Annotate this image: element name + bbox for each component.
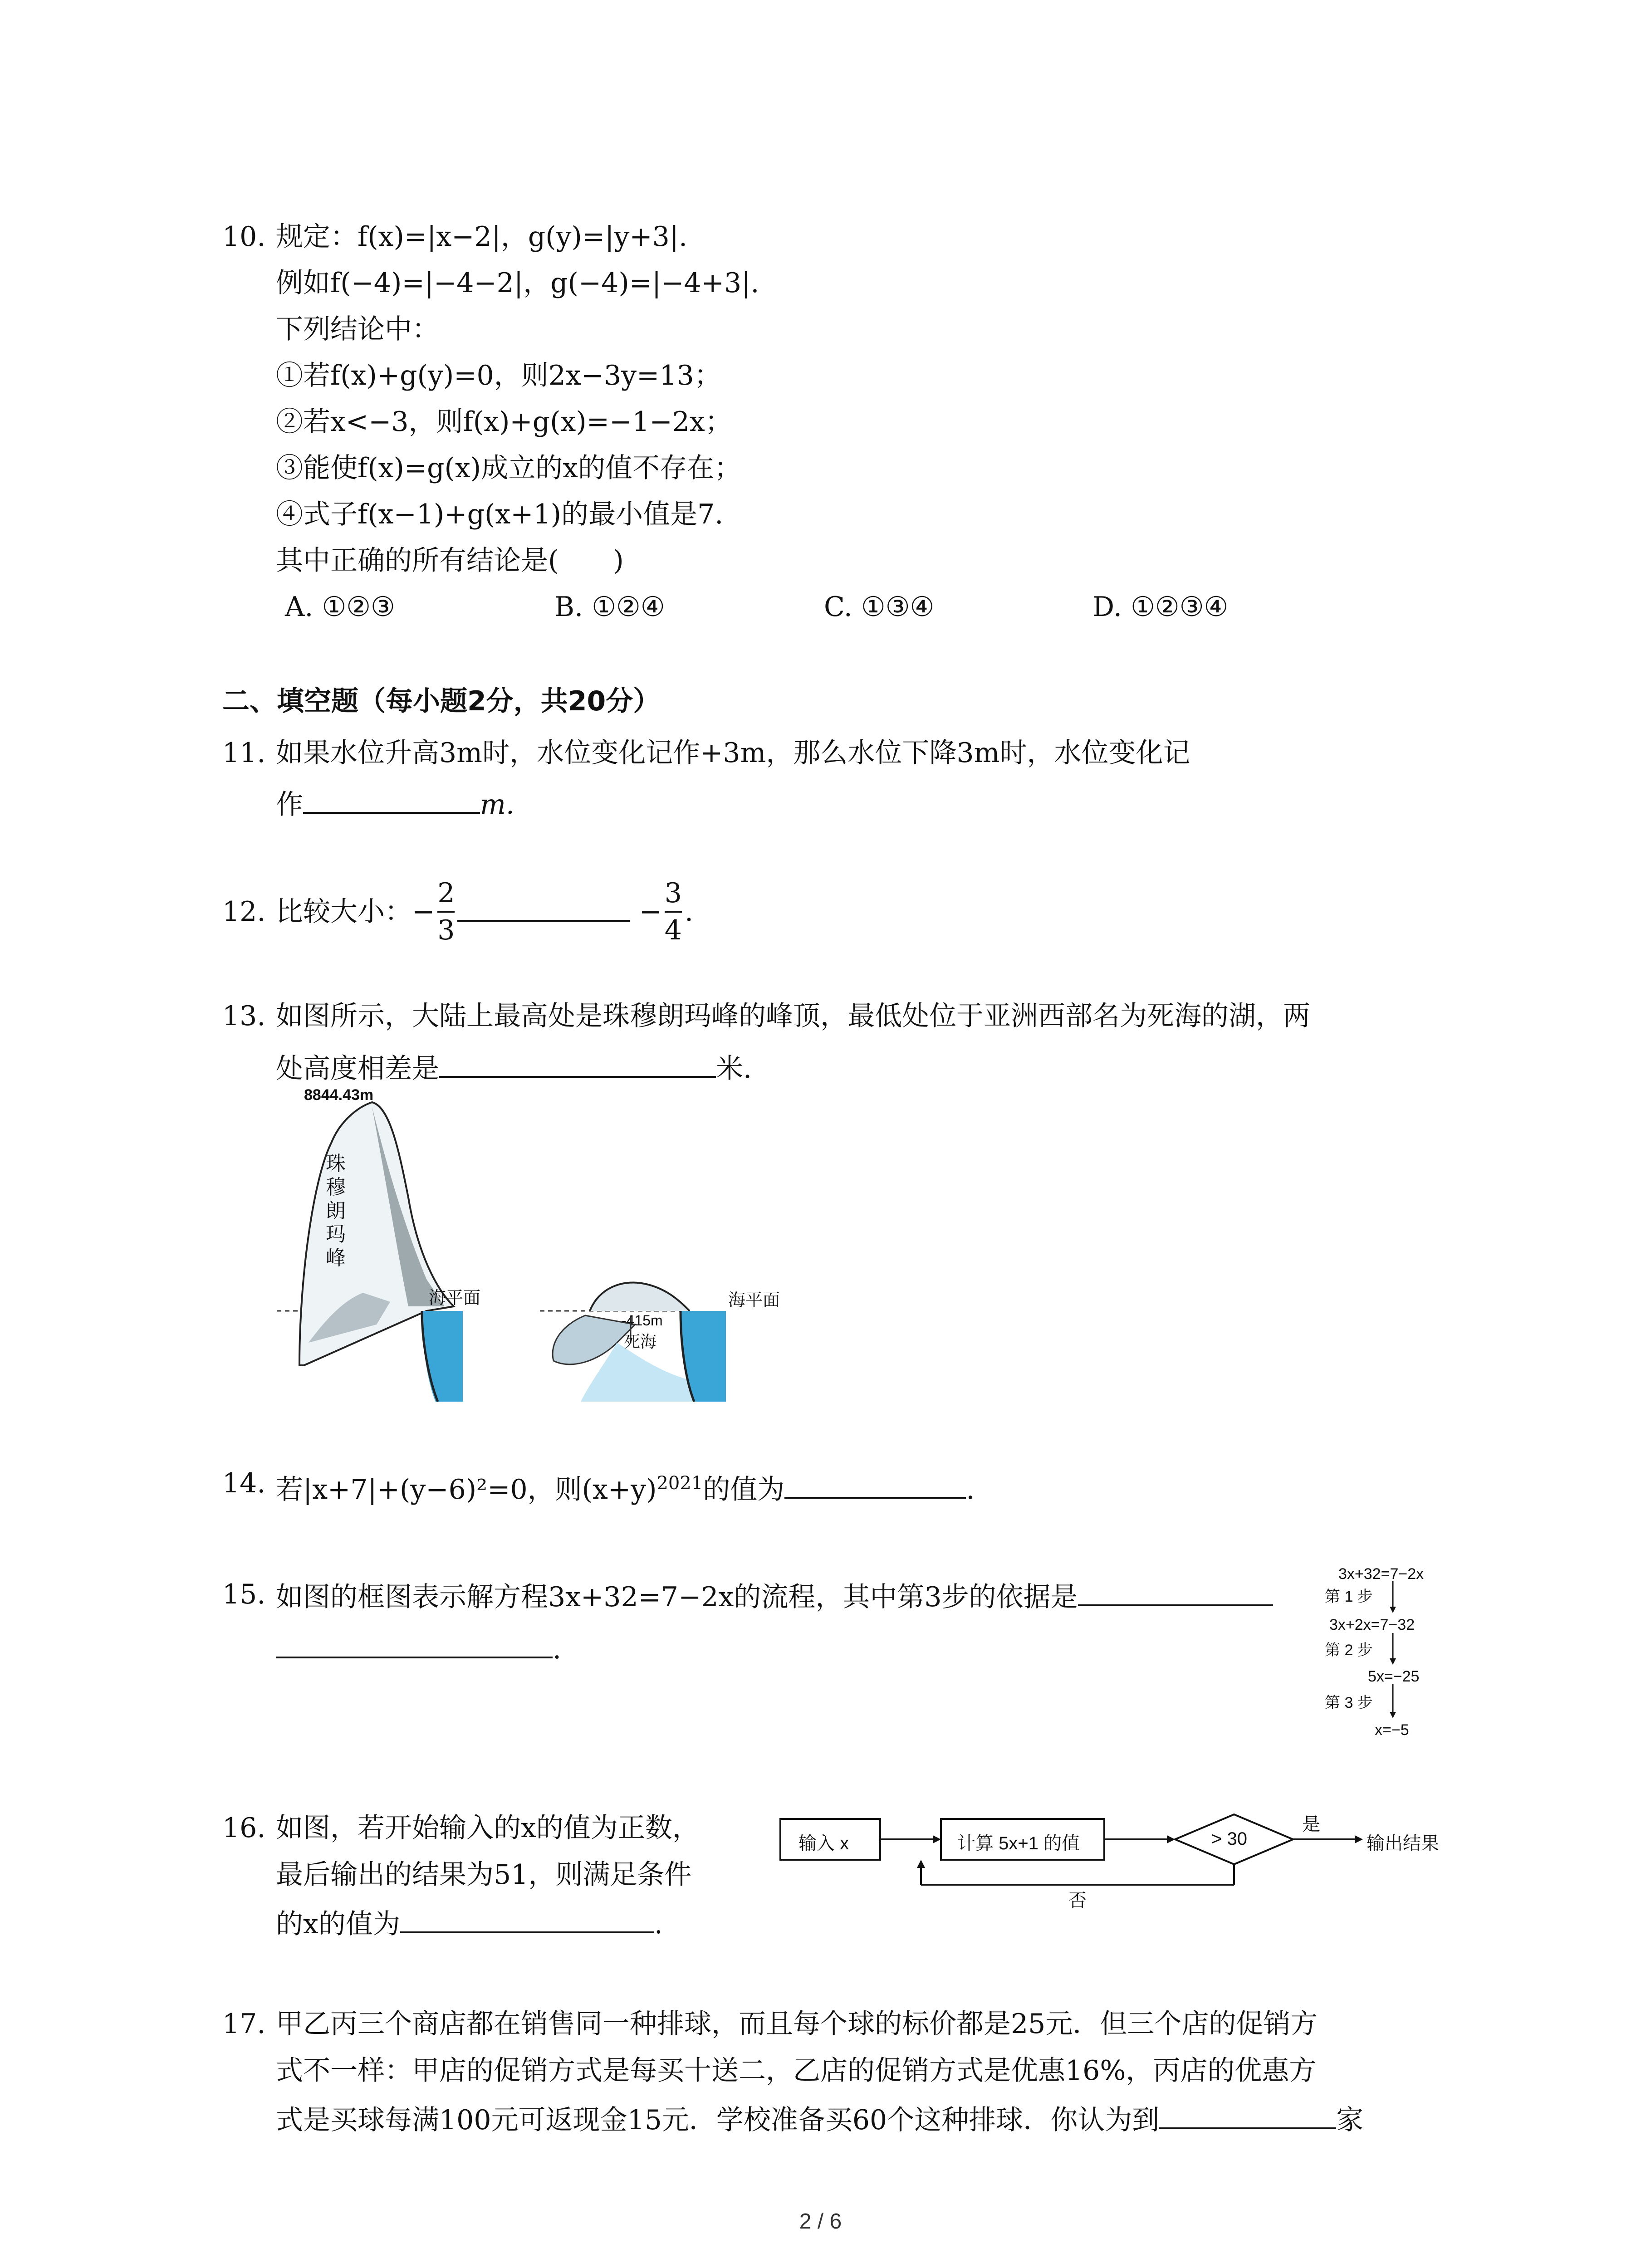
- flowchart-yes-label: 是: [1302, 1814, 1320, 1834]
- q11-answer-blank[interactable]: [303, 784, 480, 814]
- q10-line-5: ②若x<−3，则f(x)+g(x)=−1−2x；: [276, 406, 732, 438]
- q13-text-pre: 处高度相差是: [276, 1053, 439, 1085]
- q12-fraction-1: [437, 875, 455, 948]
- q11-text-pre: 作: [276, 789, 303, 821]
- q10-option-c: C. ①③④: [824, 591, 935, 623]
- q12-answer-blank[interactable]: [457, 902, 630, 922]
- q14-line: [276, 1465, 975, 1508]
- q12-frac2-den: 4: [665, 911, 682, 948]
- flow-step-1: 第 1 步: [1325, 1588, 1373, 1605]
- q10-line-4: ①若f(x)+g(y)=0，则2x−3y=13；: [276, 360, 721, 391]
- q13-line-2: [276, 1048, 752, 1087]
- q12-text-post: .: [684, 896, 694, 928]
- peak-name-char-5: 峰: [326, 1247, 346, 1269]
- q11-line-1: 如果水位升高3m时，水位变化记作+3m，那么水位下降3m时，水位变化记: [276, 737, 1190, 769]
- q10-line-1: 规定：f(x)=|x−2|，g(y)=|y+3|.: [276, 221, 688, 253]
- q11-number: 11.: [222, 737, 266, 769]
- q12-frac1-den: 3: [437, 911, 455, 948]
- flowchart-condition-label: > 30: [1211, 1829, 1247, 1849]
- q14-text-mid: 的值为: [703, 1474, 785, 1505]
- q15-answer-blank-1[interactable]: [1078, 1576, 1273, 1606]
- flowchart-output-label: 输出结果: [1367, 1833, 1439, 1853]
- q12-frac1-num: 2: [437, 877, 455, 909]
- page-number: 2 / 6: [799, 2209, 842, 2234]
- q15-text-post: .: [553, 1633, 562, 1665]
- q16-text-post: .: [654, 1908, 663, 1940]
- q17-text-post: 家: [1336, 2104, 1364, 2136]
- flowchart-compute-label: 计算 5x+1 的值: [957, 1833, 1080, 1853]
- flow-equation-1: 3x+32=7−2x: [1338, 1565, 1424, 1583]
- q16-line-2: 最后输出的结果为51，则满足条件: [276, 1859, 692, 1891]
- q12-line: [276, 875, 693, 948]
- q14-answer-blank[interactable]: [784, 1469, 966, 1499]
- q12-frac2-num: 3: [664, 877, 682, 909]
- q12-number: 12.: [222, 896, 266, 928]
- q16-flowchart: [771, 1810, 1452, 1910]
- q12-text-pre: 比较大小：−: [276, 896, 435, 928]
- q13-line-1: 如图所示，大陆上最高处是珠穆朗玛峰的峰顶，最低处位于亚洲西部名为死海的湖，两: [276, 1000, 1310, 1032]
- q10-line-2: 例如f(−4)=|−4−2|，g(−4)=|−4+3|.: [276, 267, 759, 299]
- flowchart-input-label: 输入 x: [798, 1833, 849, 1853]
- q14-number: 14.: [222, 1467, 266, 1499]
- peak-name-label: [324, 1152, 347, 1270]
- q16-line-3: [276, 1903, 663, 1942]
- q15-flow-figure: [1325, 1565, 1461, 1755]
- q10-line-6: ③能使f(x)=g(x)成立的x的值不存在；: [276, 452, 742, 484]
- q16-answer-blank[interactable]: [400, 1903, 654, 1933]
- q13-answer-blank[interactable]: [439, 1048, 716, 1078]
- q17-number: 17.: [222, 2008, 266, 2040]
- q16-line-1: 如图，若开始输入的x的值为正数，: [276, 1812, 700, 1844]
- sea-level-label-2: 海平面: [728, 1291, 780, 1310]
- q15-line-2: [276, 1628, 561, 1667]
- flow-equation-3: 5x=−25: [1368, 1668, 1420, 1685]
- peak-name-char-4: 玛: [326, 1223, 346, 1246]
- q10-line-8: 其中正确的所有结论是( ): [276, 545, 624, 577]
- q10-line-7: ④式子f(x−1)+g(x+1)的最小值是7.: [276, 499, 724, 530]
- q13-text-post: 米.: [716, 1053, 752, 1085]
- q17-answer-blank[interactable]: [1159, 2099, 1336, 2129]
- dead-sea-name-label: 死海: [624, 1332, 657, 1351]
- q14-text-pre: 若|x+7|+(y−6)²=0，则(x+y): [276, 1474, 657, 1505]
- flowchart-shapes: [771, 1810, 1452, 1910]
- section-heading: 二、填空题（每小题2分，共20分）: [222, 685, 661, 717]
- q16-text-pre: 的x的值为: [276, 1908, 400, 1940]
- q17-line-1: 甲乙丙三个商店都在销售同一种排球，而且每个球的标价都是25元．但三个店的促销方: [276, 2008, 1318, 2040]
- q14-text-post: .: [966, 1474, 975, 1505]
- q17-text-pre: 式是买球每满100元可返现金15元．学校准备买60个这种排球．你认为到: [276, 2104, 1160, 2136]
- q10-option-d: D. ①②③④: [1092, 591, 1229, 623]
- peak-name-char-1: 珠: [326, 1153, 346, 1175]
- q10-line-3: 下列结论中：: [276, 313, 439, 345]
- q12-minus: −: [639, 896, 662, 928]
- q14-exponent: 2021: [656, 1473, 703, 1494]
- q17-line-3: [276, 2099, 1363, 2138]
- flow-step-2: 第 2 步: [1325, 1642, 1373, 1659]
- q10-option-b: B. ①②④: [554, 591, 665, 623]
- q11-line-2: [276, 784, 514, 823]
- flow-equation-4: x=−5: [1375, 1721, 1409, 1739]
- q12-fraction-2: [665, 875, 682, 948]
- q13-figure: [272, 1086, 798, 1415]
- sea-level-label-1: 海平面: [429, 1289, 481, 1308]
- dead-sea-depth-label: -415m: [622, 1312, 663, 1329]
- q10-option-a: A. ①②③: [285, 591, 395, 623]
- peak-name-char-2: 穆: [326, 1176, 346, 1198]
- q16-number: 16.: [222, 1812, 266, 1844]
- q15-number: 15.: [222, 1579, 266, 1610]
- q15-line-1: [276, 1576, 1273, 1615]
- flow-step-3: 第 3 步: [1325, 1694, 1373, 1711]
- q11-text-post: m.: [480, 789, 514, 821]
- peak-height-label: 8844.43m: [304, 1086, 374, 1104]
- q17-line-2: 式不一样：甲店的促销方式是每买十送二，乙店的促销方式是优惠16%，丙店的优惠方: [276, 2055, 1317, 2087]
- q15-text-1: 如图的框图表示解方程3x+32=7−2x的流程，其中第3步的依据是: [276, 1581, 1078, 1613]
- flowchart-no-label: 否: [1068, 1891, 1087, 1911]
- q13-number: 13.: [222, 1000, 266, 1032]
- q15-answer-blank-2[interactable]: [276, 1628, 553, 1658]
- peak-name-char-3: 朗: [326, 1200, 346, 1222]
- mountain-sea-illustration: [272, 1089, 798, 1415]
- flow-equation-2: 3x+2x=7−32: [1329, 1616, 1415, 1633]
- q10-number: 10.: [222, 221, 266, 253]
